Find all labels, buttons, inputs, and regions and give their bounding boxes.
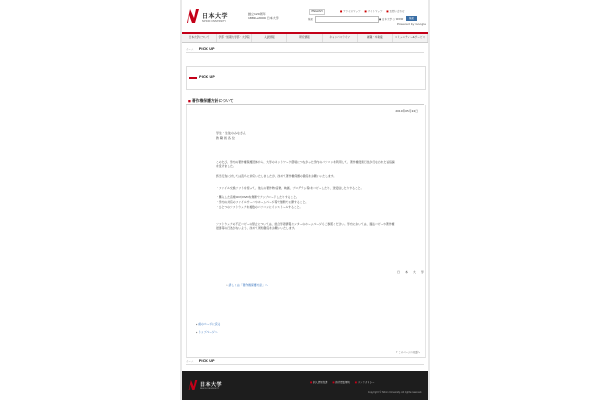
nav-item-community[interactable]: コミュニティー&サービス <box>393 34 428 42</box>
article-date: 2010年05月24日 <box>395 109 418 113</box>
search-scope-radios[interactable]: ● 日本大学 ○ WWW <box>379 18 404 21</box>
search-label: 検索 <box>308 18 314 21</box>
page-title: PICK UP <box>199 75 215 79</box>
nav-item-research[interactable]: 研究情報 <box>287 34 322 42</box>
site-footer <box>182 371 428 400</box>
article-heading: ■ 著作権保護方針について <box>188 98 234 104</box>
search-button[interactable]: 検索 <box>406 16 417 21</box>
article-address <box>216 131 246 141</box>
anniversary-banner <box>248 12 279 20</box>
nav-item-careers[interactable]: 就職・卒業後 <box>358 34 393 42</box>
address-line-1: 学生・生徒のみなさん <box>216 131 247 135</box>
breadcrumb-home-link[interactable]: ホーム <box>186 360 194 363</box>
article-list-item-4: ・ひとつのソフトウェアを複数のパソコンにインストールすること。 <box>216 205 303 209</box>
page <box>182 0 428 400</box>
copyright-policy-link[interactable]: » 詳しくは「著作権保護方針」へ <box>226 283 268 287</box>
footer-logo-icon[interactable] <box>188 379 198 391</box>
footer-link-browser[interactable]: ■ 推奨閲覧環境 <box>332 380 349 384</box>
breadcrumb-top <box>186 46 424 53</box>
nav-item-about[interactable]: 日本大学について <box>182 34 217 42</box>
article-list-item-1: ・ファイル交換ソフトを使って、他人の著作物(音楽、映画、プログラム等)をコピーしたり、送受信したりすること。 <box>216 186 364 190</box>
footer-link-privacy[interactable]: ■ 個人情報保護 <box>310 380 327 384</box>
global-nav <box>182 32 428 43</box>
top-page-link[interactable]: ▶ トップページへ <box>196 330 218 334</box>
footer-link-policy[interactable]: ■ リンクポリシー <box>355 380 375 384</box>
header-utility-links <box>340 9 405 13</box>
logo-text[interactable]: 日本大学 <box>202 13 229 20</box>
article-body <box>186 105 426 358</box>
nav-item-campus-life[interactable]: キャンパスライフ <box>323 34 358 42</box>
footer-copyright: Copyright © Nihon University. All rights reserved. <box>367 391 422 394</box>
search-input[interactable] <box>315 16 379 23</box>
pickup-title-box <box>186 66 426 90</box>
page-top-link[interactable]: ↑ このページの先頭へ <box>396 350 420 354</box>
article-paragraph-2: 該当行為に対しては直ちに対応いたしましたが、改めて著作権保護の徹底をお願いいたします。 <box>216 174 337 178</box>
sitemap-link[interactable]: ■ サイトマップ <box>364 9 382 13</box>
anniversary-line-1: 創立120周年 <box>248 12 266 16</box>
anniversary-line-2: 1889→2009 日本大学 <box>248 16 279 20</box>
back-link[interactable]: ▶ 前のページに戻る <box>196 322 221 326</box>
breadcrumb-current: PICK UP <box>198 47 215 51</box>
nav-item-faculties[interactable]: 学部・短期大学部・大学院 <box>217 34 252 42</box>
footer-logo-text[interactable]: 日本大学 <box>200 382 223 388</box>
breadcrumb-current: PICK UP <box>198 359 215 363</box>
english-button[interactable]: ENGLISH <box>309 9 325 15</box>
address-line-2: 教 職 員 各 位 <box>216 136 235 140</box>
breadcrumb-bottom <box>186 358 424 365</box>
footer-logo-subtext: NIHON UNIVERSITY <box>200 388 220 390</box>
article-list-item-2: ・購入した音楽CDやDVDを無断でアップロードしたりすること。 <box>216 195 299 199</box>
article-list-item-3: ・学内の共有のファイルサーバやホームページ等で無断で公開すること。 <box>216 200 309 204</box>
article-signature: 日 本 大 学 <box>397 270 426 274</box>
site-header <box>182 0 428 32</box>
access-map-link[interactable]: ■ アクセスマップ <box>340 9 360 13</box>
google-credit: Powered by Google <box>397 22 426 26</box>
article-paragraph-1: このたび、学内の著作権保護団体から、大学のネットワーク環境につながった学内のパソコンを利用して、著作権侵害行為が行なわれた旨指摘を受けました。 <box>216 160 395 169</box>
nav-item-admissions[interactable]: 入試情報 <box>252 34 287 42</box>
footer-links <box>310 380 374 384</box>
article-paragraph-3: ソフトウェアの不正コピーの禁止については、総合学術情報センターのホームページもご参照ください。学内においては、違法コピーや著作権侵害等の行為がないよう、改めて周知徹底をお願いいたします。 <box>216 222 395 231</box>
breadcrumb-home-link[interactable]: ホーム <box>186 48 194 51</box>
university-logo-icon[interactable] <box>186 8 200 24</box>
logo-subtext: NIHON UNIVERSITY <box>202 20 226 23</box>
contact-link[interactable]: ■ お問い合わせ <box>386 9 404 13</box>
title-accent-bar <box>189 77 197 79</box>
